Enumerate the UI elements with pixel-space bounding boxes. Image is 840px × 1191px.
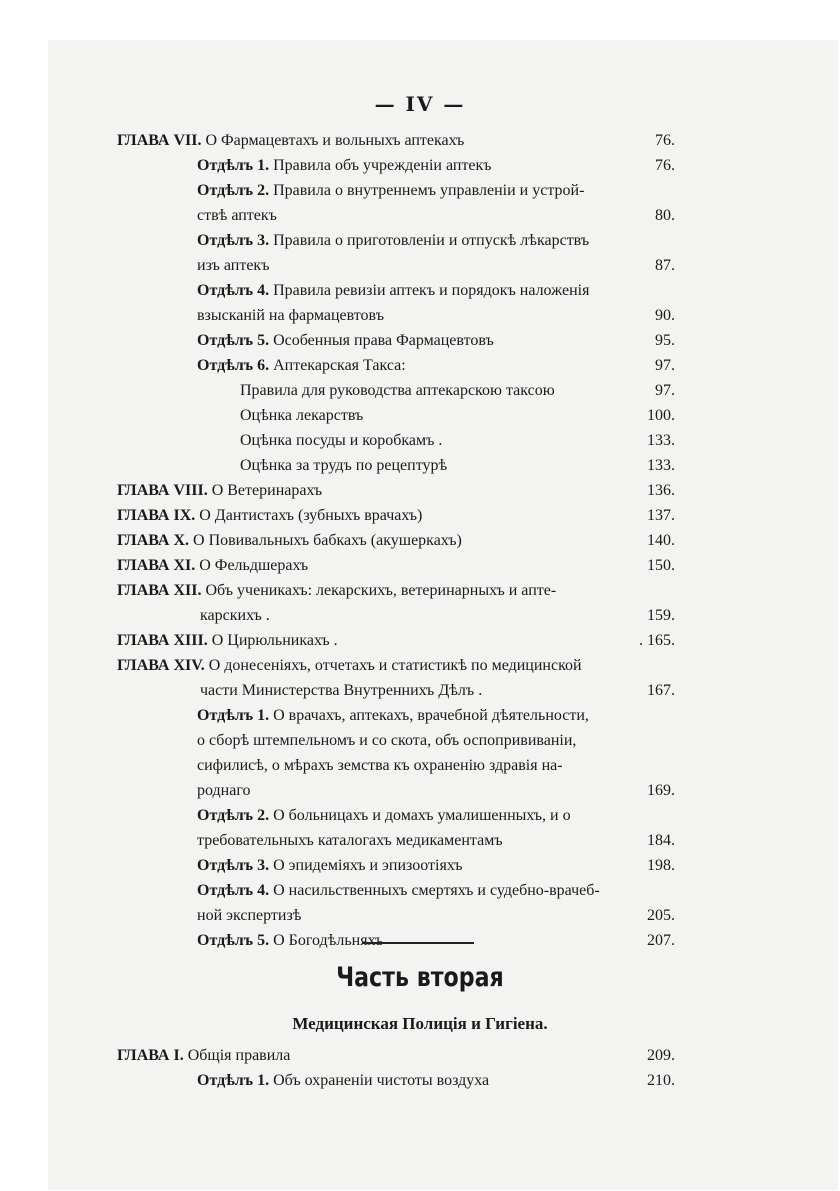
entry-continuation: ной экспертизѣ	[197, 907, 302, 924]
entry-page: 159.	[647, 607, 675, 624]
toc-entry	[117, 505, 675, 527]
entry-title: Правила ревизіи аптекъ и порядокъ наложенія	[273, 282, 590, 299]
entry-page: 97.	[655, 382, 675, 399]
entry-page: 100.	[647, 407, 675, 424]
entry-label: Отдѣлъ 3.	[197, 232, 270, 249]
entry-title: Объ охраненіи чистоты воздуха	[273, 1072, 490, 1089]
entry-title: Правила о внутреннемъ управленіи и устрой-	[273, 182, 585, 199]
entry-title: Оцѣнка за трудъ по рецептурѣ	[240, 457, 448, 474]
entry-continuation: изъ аптекъ	[197, 257, 270, 274]
entry-page: 136.	[647, 482, 675, 499]
entry-continuation: требовательныхъ каталогахъ медикаментамъ	[197, 832, 503, 849]
entry-title: О насильственныхъ смертяхъ и судебно-врачеб-	[273, 882, 600, 899]
toc-subentry	[240, 380, 675, 402]
entry-title: Правила для руководства аптекарскою таксою	[240, 382, 555, 399]
toc-entry	[117, 130, 675, 152]
toc-entry	[197, 705, 675, 727]
toc-entry	[197, 855, 675, 877]
entry-continuation: сифилисѣ, о мѣрахъ земства къ охраненію здравія на-	[197, 757, 563, 774]
toc-entry-continuation	[197, 830, 675, 852]
entry-title: Общія правила	[187, 1047, 291, 1064]
entry-page: 76.	[655, 132, 675, 149]
entry-page: 150.	[647, 557, 675, 574]
entry-title: Оцѣнка посуды и коробкамъ .	[240, 432, 443, 449]
entry-title: Правила объ учрежденіи аптекъ	[273, 157, 492, 174]
toc-entry	[117, 580, 675, 602]
toc-entry	[197, 805, 675, 827]
toc-subentry	[240, 405, 675, 427]
entry-page: 87.	[655, 257, 675, 274]
entry-page: 137.	[647, 507, 675, 524]
entry-continuation: взысканій на фармацевтовъ	[197, 307, 384, 324]
entry-continuation: роднаго	[197, 782, 251, 799]
entry-label: Отдѣлъ 6.	[197, 357, 270, 374]
toc-entry	[197, 180, 675, 202]
entry-title: Оцѣнка лекарствъ	[240, 407, 364, 424]
entry-label: ГЛАВА I.	[117, 1047, 184, 1064]
entry-continuation: о сборѣ штемпельномъ и со скота, объ оспопрививаніи,	[197, 732, 577, 749]
entry-title: О Богодѣльняхъ	[273, 932, 384, 949]
entry-continuation: ствѣ аптекъ	[197, 207, 277, 224]
toc-entry	[117, 655, 675, 677]
entry-continuation: карскихъ .	[200, 607, 270, 624]
toc-entry	[197, 355, 675, 377]
toc-entry	[117, 630, 675, 652]
entry-page: 207.	[647, 932, 675, 949]
entry-label: ГЛАВА X.	[117, 532, 190, 549]
entry-title: О врачахъ, аптекахъ, врачебной дѣятельности,	[273, 707, 589, 724]
entry-title: О Повивальныхъ бабкахъ (акушеркахъ)	[193, 532, 462, 549]
entry-label: ГЛАВА VIII.	[117, 482, 208, 499]
entry-page: 76.	[655, 157, 675, 174]
toc-entry	[117, 480, 675, 502]
entry-title: О Цирюльникахъ .	[211, 632, 338, 649]
entry-label: ГЛАВА XIV.	[117, 657, 205, 674]
entry-page: 167.	[647, 682, 675, 699]
toc-entry-continuation	[200, 605, 675, 627]
entry-page: 97.	[655, 357, 675, 374]
entry-page: 90.	[655, 307, 675, 324]
entry-page: 133.	[647, 432, 675, 449]
entry-label: Отдѣлъ 3.	[197, 857, 270, 874]
toc-entry-continuation	[197, 780, 675, 802]
toc-entry	[197, 280, 675, 302]
entry-title: О эпидеміяхъ и эпизоотіяхъ	[273, 857, 463, 874]
toc-subentry	[240, 430, 675, 452]
entry-label: Отдѣлъ 2.	[197, 182, 270, 199]
entry-title: Объ ученикахъ: лекарскихъ, ветеринарныхъ и апте-	[205, 582, 557, 599]
entry-label: ГЛАВА XII.	[117, 582, 202, 599]
entry-label: Отдѣлъ 1.	[197, 707, 270, 724]
entry-label: ГЛАВА XI.	[117, 557, 196, 574]
toc-entry	[197, 880, 675, 902]
entry-label: ГЛАВА XIII.	[117, 632, 208, 649]
toc-entry	[117, 1045, 675, 1067]
toc-entry-continuation	[197, 305, 675, 327]
toc-entry	[117, 555, 675, 577]
part-title: Часть вторая	[336, 962, 504, 993]
section-divider	[362, 942, 474, 944]
entry-page: 80.	[655, 207, 675, 224]
entry-label: Отдѣлъ 4.	[197, 282, 270, 299]
entry-label: Отдѣлъ 5.	[197, 932, 270, 949]
entry-title: Аптекарская Такса:	[273, 357, 406, 374]
page-number: — IV —	[374, 92, 466, 116]
entry-title: О Фельдшерахъ	[199, 557, 309, 574]
entry-page: 209.	[647, 1047, 675, 1064]
toc-entry-continuation	[197, 205, 675, 227]
entry-label: Отдѣлъ 1.	[197, 1072, 270, 1089]
toc-entry-continuation	[197, 905, 675, 927]
toc-entry	[197, 230, 675, 252]
entry-title: О Дантистахъ (зубныхъ врачахъ)	[199, 507, 423, 524]
entry-label: Отдѣлъ 5.	[197, 332, 270, 349]
entry-page: . 165.	[639, 632, 675, 649]
toc-entry	[197, 155, 675, 177]
toc-entry	[197, 1070, 675, 1092]
toc-subentry	[240, 455, 675, 477]
entry-page: 133.	[647, 457, 675, 474]
entry-title: О больницахъ и домахъ умалишенныхъ, и о	[273, 807, 571, 824]
entry-label: Отдѣлъ 4.	[197, 882, 270, 899]
part-subtitle: Медицинская Полиція и Гигіена.	[292, 1014, 548, 1033]
toc-entry-continuation	[197, 255, 675, 277]
entry-label: Отдѣлъ 2.	[197, 807, 270, 824]
entry-title: О донесеніяхъ, отчетахъ и статистикѣ по медицинской	[208, 657, 582, 674]
entry-page: 95.	[655, 332, 675, 349]
toc-entry	[197, 330, 675, 352]
entry-continuation: части Министерства Внутреннихъ Дѣлъ .	[200, 682, 483, 699]
entry-page: 169.	[647, 782, 675, 799]
entry-title: О Ветеринарахъ	[211, 482, 323, 499]
entry-page: 205.	[647, 907, 675, 924]
entry-title: Правила о приготовленіи и отпускѣ лѣкарствъ	[273, 232, 590, 249]
toc-entry-continuation	[200, 680, 675, 702]
entry-label: ГЛАВА IX.	[117, 507, 196, 524]
entry-label: ГЛАВА VII.	[117, 132, 202, 149]
entry-page: 140.	[647, 532, 675, 549]
entry-label: Отдѣлъ 1.	[197, 157, 270, 174]
entry-title: О Фармацевтахъ и вольныхъ аптекахъ	[205, 132, 465, 149]
entry-title: Особенныя права Фармацевтовъ	[273, 332, 494, 349]
entry-page: 198.	[647, 857, 675, 874]
toc-entry	[117, 530, 675, 552]
entry-page: 184.	[647, 832, 675, 849]
toc-entry	[197, 930, 675, 952]
entry-page: 210.	[647, 1072, 675, 1089]
